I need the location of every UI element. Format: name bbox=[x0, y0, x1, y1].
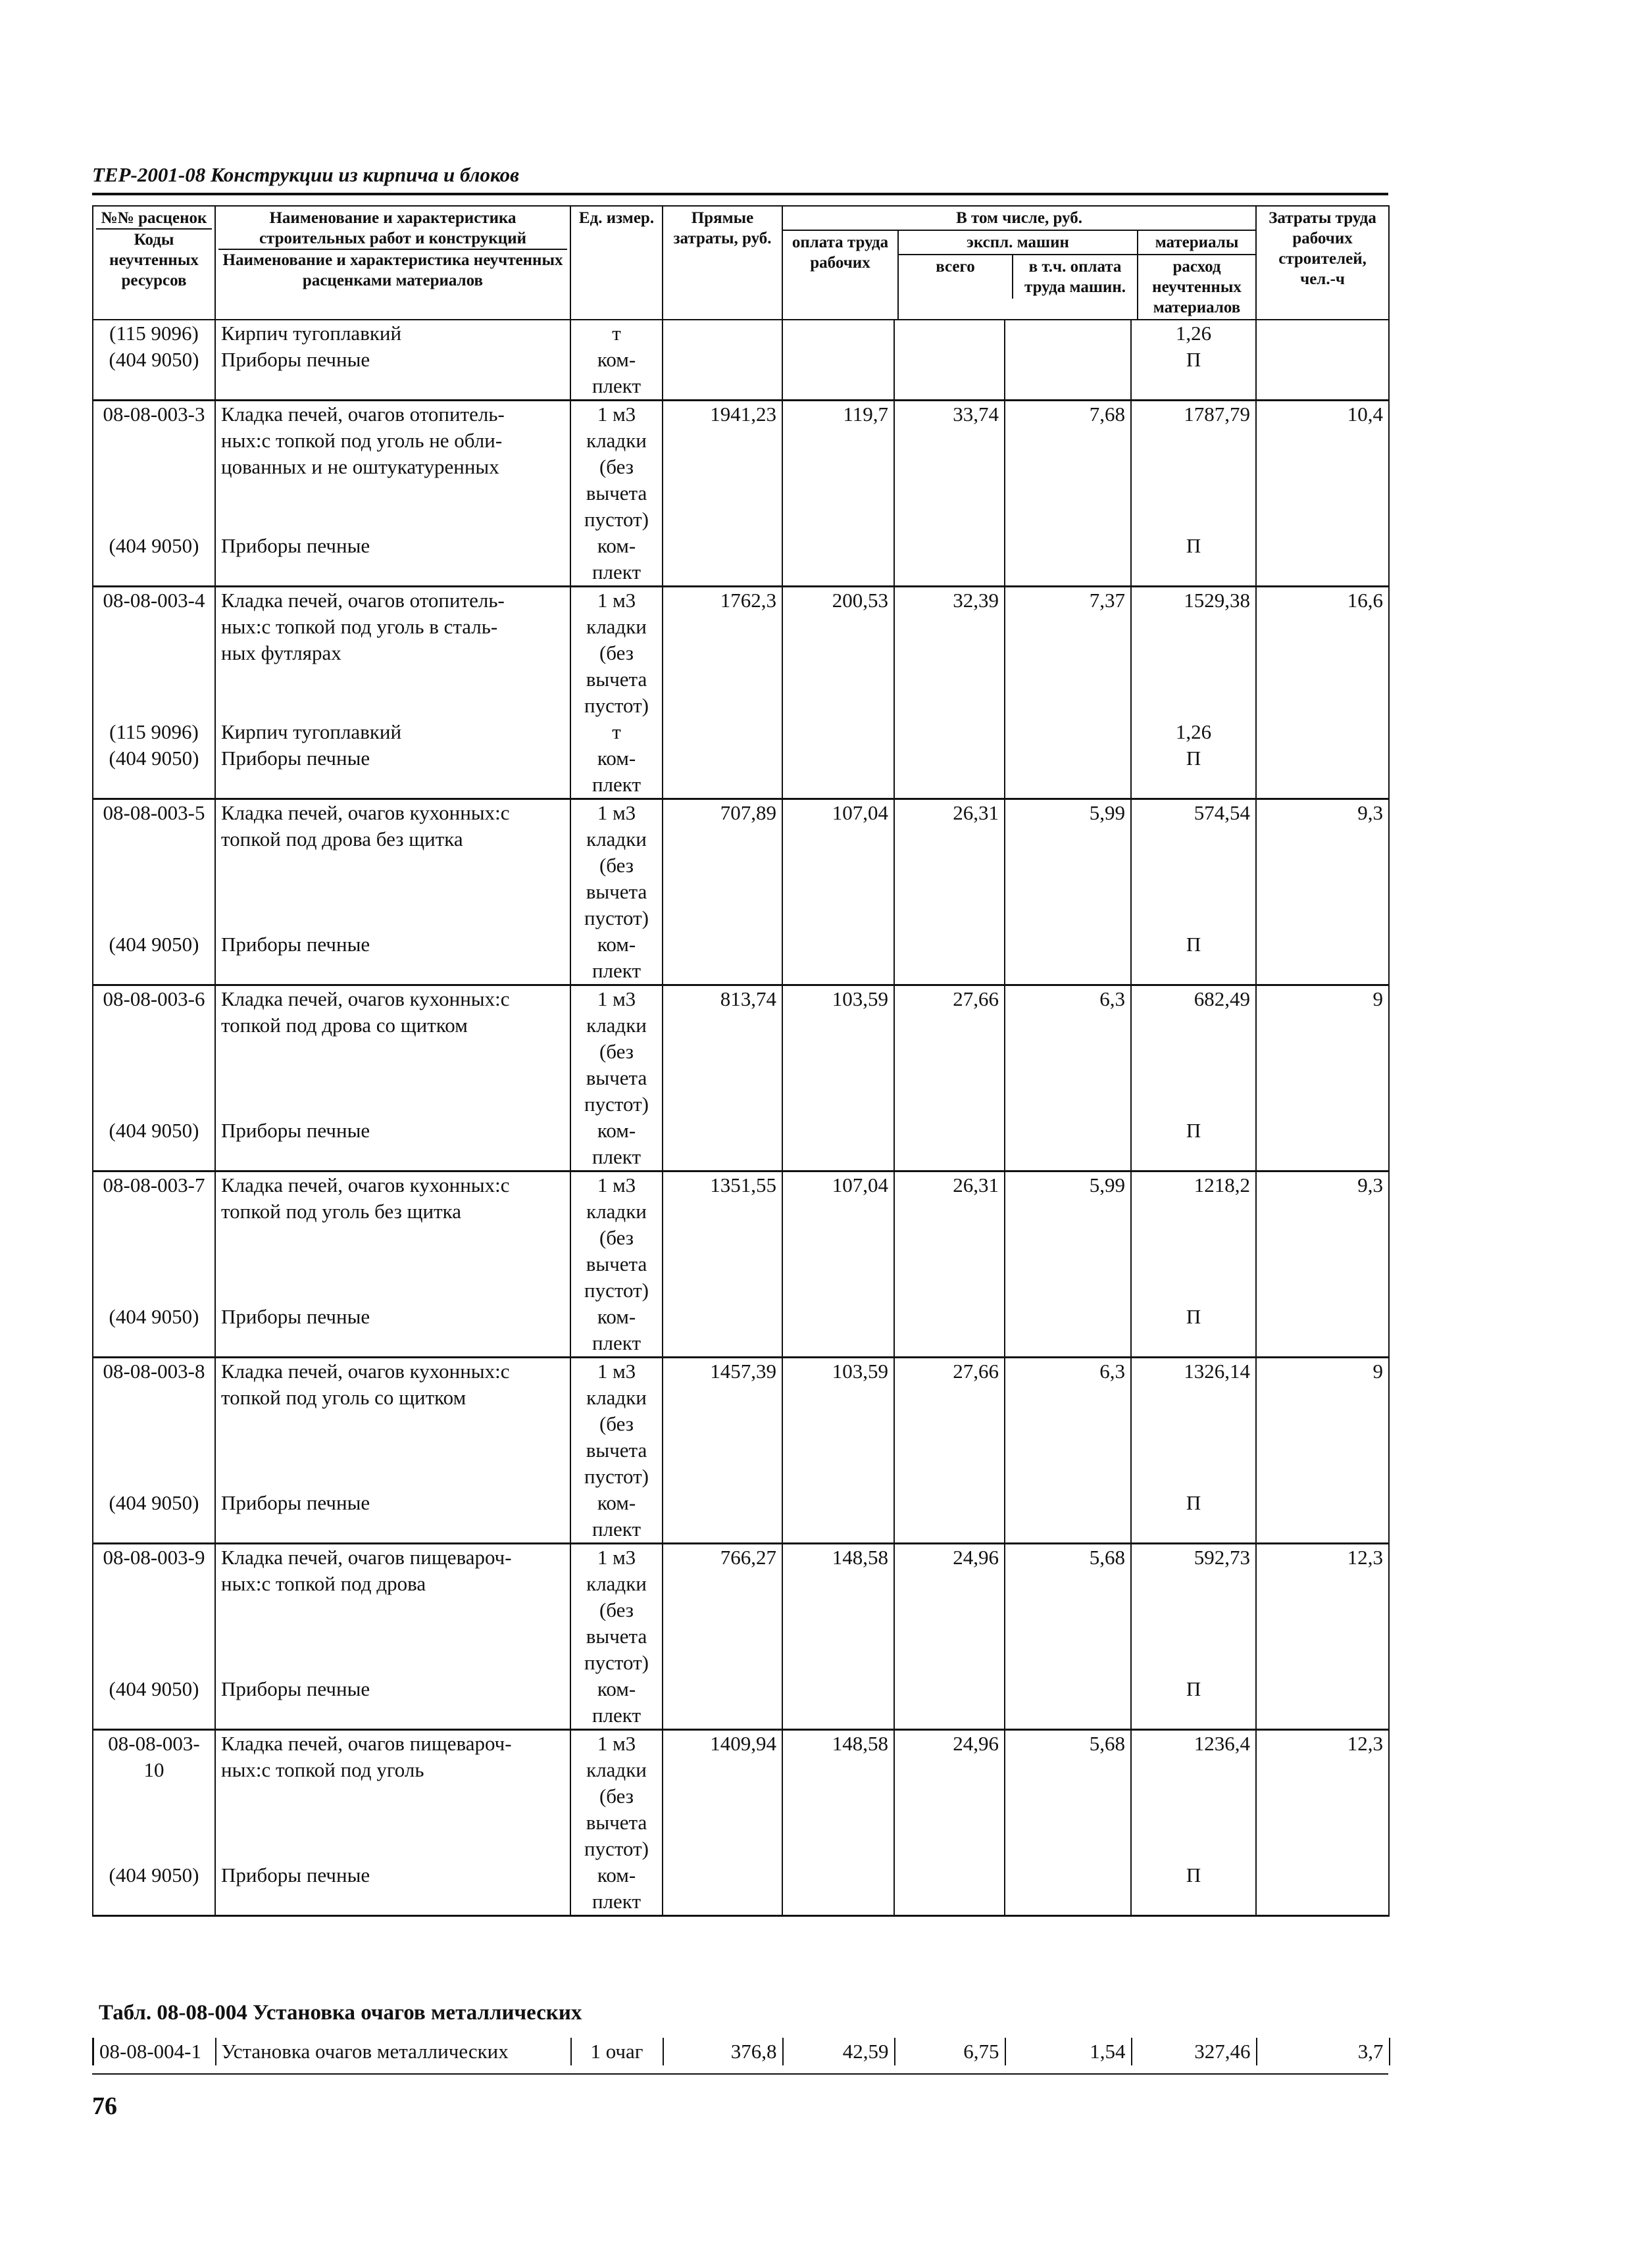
materials: 574,54 bbox=[1131, 799, 1256, 932]
unit: т bbox=[570, 320, 663, 347]
page-header: ТЕР-2001-08 Конструкции из кирпича и блоков bbox=[92, 163, 519, 186]
unit: 1 м3 кладки (без вычета пустот) bbox=[570, 1730, 663, 1863]
work-name: Приборы печные bbox=[215, 1490, 570, 1544]
header-name-top: Наименование и характеристика строительных работ и конструкций bbox=[218, 208, 567, 250]
machines-total: 6,75 bbox=[895, 2038, 1005, 2065]
direct-costs bbox=[663, 931, 782, 985]
machine-labor-pay bbox=[1005, 1490, 1131, 1544]
materials: 1236,4 bbox=[1131, 1730, 1256, 1863]
header-machines-label: экспл. машин bbox=[899, 231, 1137, 255]
work-name: Кладка печей, очагов отопитель- ных:с топкой под уголь в сталь- ных футлярах bbox=[215, 587, 570, 720]
labor-pay bbox=[782, 320, 894, 347]
machines-total bbox=[894, 719, 1005, 745]
unit: ком- плект bbox=[570, 1118, 663, 1171]
machines-total bbox=[894, 1118, 1005, 1171]
unit: 1 м3 кладки (без вычета пустот) bbox=[570, 985, 663, 1118]
labor-hours: 12,3 bbox=[1256, 1730, 1389, 1863]
labor-hours: 12,3 bbox=[1256, 1544, 1389, 1677]
direct-costs: 1457,39 bbox=[663, 1358, 782, 1491]
materials: П bbox=[1131, 931, 1256, 985]
labor-pay bbox=[782, 719, 894, 745]
page-number: 76 bbox=[92, 2092, 117, 2120]
machines-total bbox=[894, 533, 1005, 587]
resource-row bbox=[93, 1118, 1389, 1171]
machines-total bbox=[894, 931, 1005, 985]
work-name: Приборы печные bbox=[215, 1304, 570, 1358]
table-row bbox=[93, 799, 1389, 932]
resource-row bbox=[93, 1676, 1389, 1730]
machine-labor-pay bbox=[1005, 533, 1131, 587]
unit: ком- плект bbox=[570, 931, 663, 985]
rate-code: 08-08-003-3 bbox=[93, 401, 215, 533]
header-group bbox=[782, 206, 1256, 320]
rate-code: (115 9096) bbox=[93, 719, 215, 745]
resource-row bbox=[93, 1490, 1389, 1544]
machine-labor-pay bbox=[1005, 1862, 1131, 1916]
labor-hours bbox=[1256, 1676, 1389, 1730]
work-name: Кладка печей, очагов пищевароч- ных:с топкой под дрова bbox=[215, 1544, 570, 1677]
rate-code: 08-08-003-5 bbox=[93, 799, 215, 932]
work-name: Установка очагов металлических bbox=[216, 2038, 571, 2065]
labor-pay bbox=[782, 1862, 894, 1916]
direct-costs bbox=[663, 320, 782, 347]
unit: ком- плект bbox=[570, 347, 663, 401]
labor-pay bbox=[782, 745, 894, 799]
labor-pay bbox=[782, 347, 894, 401]
resource-row bbox=[93, 931, 1389, 985]
table-row bbox=[93, 985, 1389, 1118]
machine-labor-pay: 7,68 bbox=[1005, 401, 1131, 533]
resource-row bbox=[93, 1304, 1389, 1358]
materials: 592,73 bbox=[1131, 1544, 1256, 1677]
materials: 1,26 bbox=[1131, 320, 1256, 347]
direct-costs: 1351,55 bbox=[663, 1171, 782, 1304]
unit: 1 м3 кладки (без вычета пустот) bbox=[570, 799, 663, 932]
labor-pay: 200,53 bbox=[782, 587, 894, 720]
labor-hours bbox=[1256, 1304, 1389, 1358]
materials: 327,46 bbox=[1132, 2038, 1257, 2065]
machine-labor-pay bbox=[1005, 320, 1131, 347]
machine-labor-pay: 6,3 bbox=[1005, 1358, 1131, 1491]
materials: П bbox=[1131, 533, 1256, 587]
labor-hours bbox=[1256, 931, 1389, 985]
table2-title: Табл. 08-08-004 Установка очагов металлических bbox=[99, 2001, 582, 2025]
machines-total bbox=[894, 320, 1005, 347]
machines-total: 24,96 bbox=[894, 1730, 1005, 1863]
work-name: Кладка печей, очагов кухонных:с топкой под дрова со щитком bbox=[215, 985, 570, 1118]
machines-total bbox=[894, 1304, 1005, 1358]
header-materials bbox=[1138, 231, 1255, 319]
materials: 1787,79 bbox=[1131, 401, 1256, 533]
rate-code: (404 9050) bbox=[93, 1490, 215, 1544]
materials: П bbox=[1131, 1304, 1256, 1358]
machine-labor-pay bbox=[1005, 347, 1131, 401]
labor-pay: 42,59 bbox=[783, 2038, 895, 2065]
direct-costs bbox=[663, 1304, 782, 1358]
machines-total: 32,39 bbox=[894, 587, 1005, 720]
labor-hours: 9,3 bbox=[1256, 799, 1389, 932]
table-header bbox=[93, 206, 1389, 320]
machines-total: 27,66 bbox=[894, 1358, 1005, 1491]
header-code-bottom: Коды неучтенных ресурсов bbox=[109, 231, 199, 289]
header-cell-code bbox=[93, 206, 215, 320]
direct-costs bbox=[663, 1490, 782, 1544]
machines-total bbox=[894, 1676, 1005, 1730]
machine-labor-pay: 5,99 bbox=[1005, 799, 1131, 932]
labor-pay bbox=[782, 1118, 894, 1171]
header-direct-costs: Прямые затраты, руб. bbox=[663, 206, 782, 320]
rate-code: 08-08-003-7 bbox=[93, 1171, 215, 1304]
direct-costs: 1409,94 bbox=[663, 1730, 782, 1863]
labor-pay bbox=[782, 1676, 894, 1730]
machine-labor-pay: 7,37 bbox=[1005, 587, 1131, 720]
table-row bbox=[93, 1730, 1389, 1863]
header-machine-labor: в т.ч. оплата труда машин. bbox=[1024, 258, 1126, 296]
work-name: Приборы печные bbox=[215, 1676, 570, 1730]
machine-labor-pay: 5,68 bbox=[1005, 1730, 1131, 1863]
direct-costs bbox=[663, 1676, 782, 1730]
work-name: Приборы печные bbox=[215, 1118, 570, 1171]
work-name: Приборы печные bbox=[215, 533, 570, 587]
header-name-bottom: Наименование и характеристика неучтенных расценками материалов bbox=[222, 251, 563, 289]
machine-labor-pay bbox=[1005, 931, 1131, 985]
labor-hours bbox=[1256, 320, 1389, 347]
labor-hours: 9 bbox=[1256, 985, 1389, 1118]
table-row bbox=[93, 1171, 1389, 1304]
work-name: Приборы печные bbox=[215, 1862, 570, 1916]
machines-total bbox=[894, 745, 1005, 799]
direct-costs: 766,27 bbox=[663, 1544, 782, 1677]
machines-total: 26,31 bbox=[894, 1171, 1005, 1304]
rates-table bbox=[92, 205, 1390, 1917]
header-code-top: №№ расценок bbox=[96, 208, 212, 230]
resource-row bbox=[93, 1862, 1389, 1916]
unit: ком- плект bbox=[570, 1676, 663, 1730]
direct-costs bbox=[663, 1118, 782, 1171]
rate-code: 08-08-003- 10 bbox=[93, 1730, 215, 1863]
table-row bbox=[93, 1544, 1389, 1677]
materials: 1529,38 bbox=[1131, 587, 1256, 720]
materials: П bbox=[1131, 745, 1256, 799]
labor-hours: 9 bbox=[1256, 1358, 1389, 1491]
direct-costs: 1762,3 bbox=[663, 587, 782, 720]
direct-costs: 707,89 bbox=[663, 799, 782, 932]
machine-labor-pay: 5,68 bbox=[1005, 1544, 1131, 1677]
rate-code: (115 9096) bbox=[93, 320, 215, 347]
rate-code: 08-08-003-4 bbox=[93, 587, 215, 720]
labor-pay: 148,58 bbox=[782, 1730, 894, 1863]
resource-row bbox=[93, 719, 1389, 745]
direct-costs bbox=[663, 533, 782, 587]
labor-hours bbox=[1256, 719, 1389, 745]
machines-total bbox=[894, 1490, 1005, 1544]
labor-pay: 103,59 bbox=[782, 1358, 894, 1491]
labor-hours bbox=[1256, 347, 1389, 401]
labor-hours bbox=[1256, 1862, 1389, 1916]
work-name: Кладка печей, очагов отопитель- ных:с топкой под уголь не обли- цованных и не оштукатуренных bbox=[215, 401, 570, 533]
header-materials-bottom: расход неучтенных материалов bbox=[1152, 258, 1242, 316]
work-name: Кирпич тугоплавкий bbox=[215, 320, 570, 347]
unit: ком- плект bbox=[570, 745, 663, 799]
machines-total bbox=[894, 347, 1005, 401]
materials: П bbox=[1131, 1490, 1256, 1544]
labor-hours bbox=[1256, 745, 1389, 799]
direct-costs bbox=[663, 719, 782, 745]
rate-code: (404 9050) bbox=[93, 1118, 215, 1171]
header-unit: Ед. измер. bbox=[570, 206, 663, 320]
materials: 682,49 bbox=[1131, 985, 1256, 1118]
direct-costs bbox=[663, 1862, 782, 1916]
materials: 1,26 bbox=[1131, 719, 1256, 745]
work-name: Кладка печей, очагов кухонных:с топкой под уголь со щитком bbox=[215, 1358, 570, 1491]
work-name: Приборы печные bbox=[215, 745, 570, 799]
labor-hours: 9,3 bbox=[1256, 1171, 1389, 1304]
table-row bbox=[93, 401, 1389, 533]
work-name: Кладка печей, очагов кухонных:с топкой под уголь без щитка bbox=[215, 1171, 570, 1304]
work-name: Кладка печей, очагов кухонных:с топкой под дрова без щитка bbox=[215, 799, 570, 932]
unit: ком- плект bbox=[570, 1490, 663, 1544]
materials: П bbox=[1131, 347, 1256, 401]
machine-labor-pay: 5,99 bbox=[1005, 1171, 1131, 1304]
machines-total: 33,74 bbox=[894, 401, 1005, 533]
rate-code: (404 9050) bbox=[93, 1862, 215, 1916]
materials: 1326,14 bbox=[1131, 1358, 1256, 1491]
materials: П bbox=[1131, 1676, 1256, 1730]
unit: ком- плект bbox=[570, 1862, 663, 1916]
direct-costs bbox=[663, 745, 782, 799]
unit: ком- плект bbox=[570, 533, 663, 587]
unit: 1 м3 кладки (без вычета пустот) bbox=[570, 1358, 663, 1491]
table-row bbox=[93, 2038, 1390, 2065]
table-body bbox=[93, 320, 1389, 1916]
machine-labor-pay bbox=[1005, 719, 1131, 745]
rate-code: (404 9050) bbox=[93, 931, 215, 985]
machine-labor-pay bbox=[1005, 1304, 1131, 1358]
work-name: Приборы печные bbox=[215, 347, 570, 401]
machine-labor-pay bbox=[1005, 1118, 1131, 1171]
rate-code: 08-08-003-6 bbox=[93, 985, 215, 1118]
materials: 1218,2 bbox=[1131, 1171, 1256, 1304]
labor-pay bbox=[782, 533, 894, 587]
unit: 1 м3 кладки (без вычета пустот) bbox=[570, 1171, 663, 1304]
rate-code: (404 9050) bbox=[93, 745, 215, 799]
direct-costs: 1941,23 bbox=[663, 401, 782, 533]
work-name: Кладка печей, очагов пищевароч- ных:с топкой под уголь bbox=[215, 1730, 570, 1863]
labor-pay: 107,04 bbox=[782, 799, 894, 932]
machine-labor-pay: 1,54 bbox=[1005, 2038, 1132, 2065]
machines-total: 26,31 bbox=[894, 799, 1005, 932]
table-row bbox=[93, 1358, 1389, 1491]
machine-labor-pay bbox=[1005, 1676, 1131, 1730]
rate-code: 08-08-003-8 bbox=[93, 1358, 215, 1491]
labor-pay: 148,58 bbox=[782, 1544, 894, 1677]
rate-code: (404 9050) bbox=[93, 533, 215, 587]
header-subcols bbox=[783, 231, 1255, 319]
header-machines-total: всего bbox=[899, 255, 1013, 299]
labor-pay bbox=[782, 931, 894, 985]
header-cell-name bbox=[215, 206, 570, 320]
labor-pay: 107,04 bbox=[782, 1171, 894, 1304]
materials: П bbox=[1131, 1862, 1256, 1916]
header-machines-subcols bbox=[899, 255, 1137, 299]
rate-code: (404 9050) bbox=[93, 1676, 215, 1730]
labor-pay: 103,59 bbox=[782, 985, 894, 1118]
header-group-label: В том числе, руб. bbox=[783, 207, 1255, 231]
labor-hours bbox=[1256, 1490, 1389, 1544]
unit: ком- плект bbox=[570, 1304, 663, 1358]
resource-row bbox=[93, 533, 1389, 587]
machine-labor-pay: 6,3 bbox=[1005, 985, 1131, 1118]
labor-hours: 16,6 bbox=[1256, 587, 1389, 720]
direct-costs: 813,74 bbox=[663, 985, 782, 1118]
labor-hours bbox=[1256, 533, 1389, 587]
table2 bbox=[92, 2038, 1390, 2065]
unit: 1 м3 кладки (без вычета пустот) bbox=[570, 587, 663, 720]
header-rule bbox=[92, 193, 1388, 195]
unit: 1 м3 кладки (без вычета пустот) bbox=[570, 1544, 663, 1677]
header-machines-group bbox=[899, 231, 1138, 319]
unit: т bbox=[570, 719, 663, 745]
unit: 1 очаг bbox=[571, 2038, 663, 2065]
table-row bbox=[93, 587, 1389, 720]
labor-pay bbox=[782, 1304, 894, 1358]
rate-code: 08-08-003-9 bbox=[93, 1544, 215, 1677]
rate-code: (404 9050) bbox=[93, 1304, 215, 1358]
work-name: Кирпич тугоплавкий bbox=[215, 719, 570, 745]
machines-total bbox=[894, 1862, 1005, 1916]
header-labor-hours: Затраты труда рабочих строителей, чел.-ч bbox=[1256, 206, 1389, 320]
machine-labor-pay bbox=[1005, 745, 1131, 799]
resource-row bbox=[93, 320, 1389, 347]
labor-pay bbox=[782, 1490, 894, 1544]
direct-costs bbox=[663, 347, 782, 401]
machines-total: 27,66 bbox=[894, 985, 1005, 1118]
labor-hours bbox=[1256, 1118, 1389, 1171]
resource-row bbox=[93, 347, 1389, 401]
work-name: Приборы печные bbox=[215, 931, 570, 985]
unit: 1 м3 кладки (без вычета пустот) bbox=[570, 401, 663, 533]
rate-code: 08-08-004-1 bbox=[93, 2038, 216, 2065]
materials: П bbox=[1131, 1118, 1256, 1171]
header-materials-top: материалы bbox=[1138, 231, 1255, 255]
direct-costs: 376,8 bbox=[663, 2038, 783, 2065]
rate-code: (404 9050) bbox=[93, 347, 215, 401]
labor-pay: 119,7 bbox=[782, 401, 894, 533]
bottom-rule bbox=[92, 2073, 1388, 2075]
labor-hours: 10,4 bbox=[1256, 401, 1389, 533]
machines-total: 24,96 bbox=[894, 1544, 1005, 1677]
labor-hours: 3,7 bbox=[1257, 2038, 1390, 2065]
header-labor: оплата труда рабочих bbox=[783, 231, 899, 319]
resource-row bbox=[93, 745, 1389, 799]
